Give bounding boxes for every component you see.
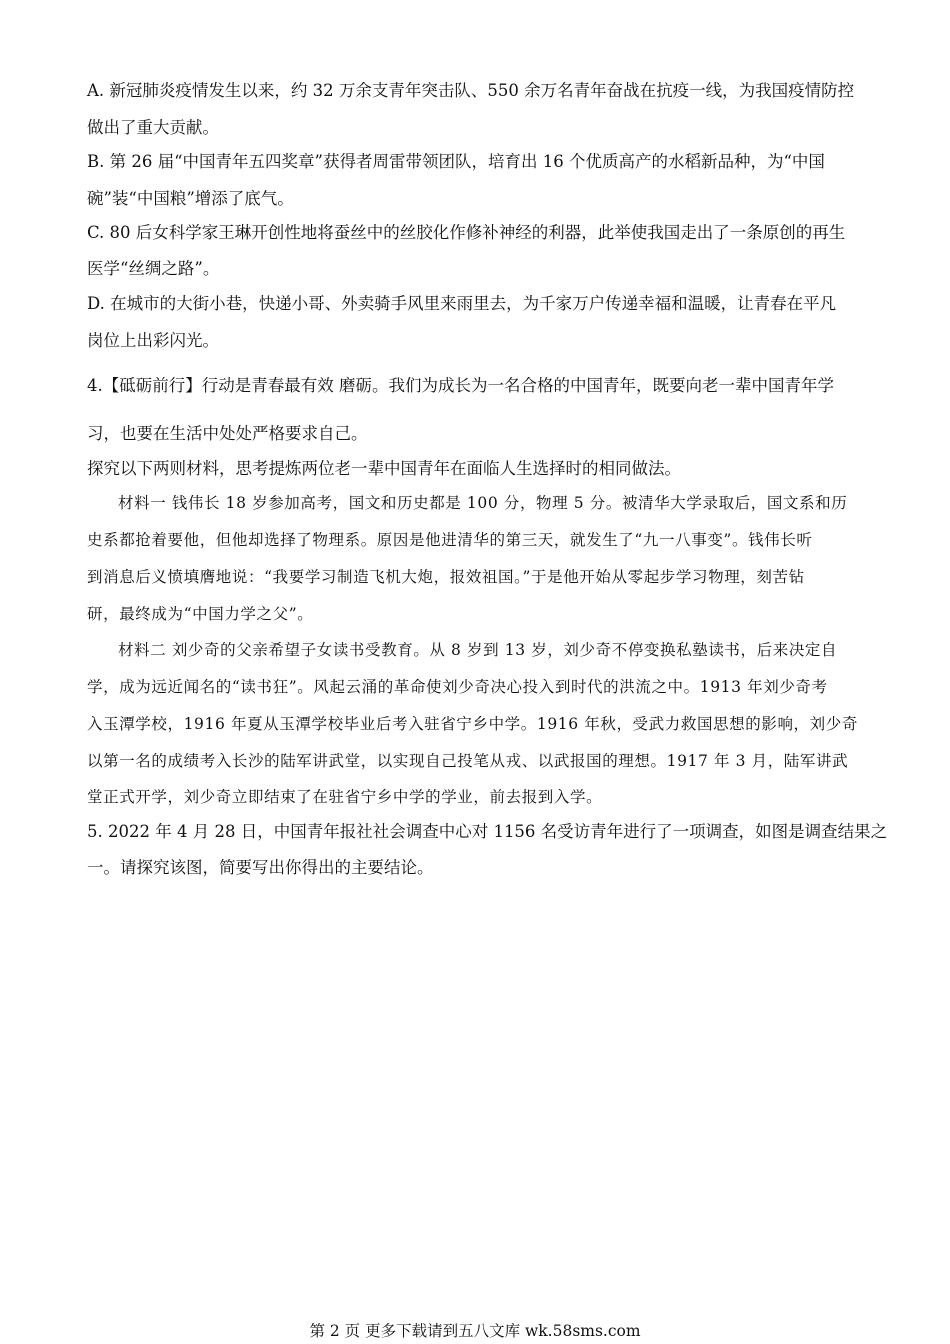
- option-d-line-1: D. 在城市的大街小巷，快递小哥、外卖骑手风里来雨里去，为千家万户传递幸福和温暖，让青春在平凡: [87, 294, 837, 313]
- material-two-line: 材料二 刘少奇的父亲希望子女读书受教育。从 8 岁到 13 岁，刘少奇不停变换私塾读书，后来决定自: [118, 641, 838, 659]
- question-4-line-1: 4.【砥砺前行】行动是青春最有效 磨砺。我们为成长为一名合格的中国青年，既要向老一辈中国青年学: [87, 376, 834, 395]
- question-5-line-2: 一。请探究该图，简要写出你得出的主要结论。: [87, 858, 434, 877]
- option-d-line-2: 岗位上出彩闪光。: [87, 331, 219, 350]
- material-two-line: 入玉潭学校，1916 年夏从玉潭学校毕业后考入驻省宁乡中学。1916 年秋，受武力救国思想的影响，刘少奇: [87, 715, 858, 733]
- question-4-line-2: 习，也要在生活中处处严格要求自己。: [87, 424, 368, 443]
- material-two-line: 以第一名的成绩考入长沙的陆军讲武堂，以实现自己投笔从戎、以武报国的理想。1917 年 3 月，陆军讲武: [87, 752, 849, 770]
- question-5-line-1: 5. 2022 年 4 月 28 日，中国青年报社社会调查中心对 1156 名受访青年进行了一项调查，如图是调查结果之: [87, 822, 888, 841]
- material-two-line: 堂正式开学，刘少奇立即结束了在驻省宁乡中学的学业，前去报到入学。: [87, 788, 603, 806]
- page-footer: 第 2 页 更多下载请到五八文库 wk.58sms.com: [309, 1322, 641, 1340]
- option-c-line-2: 医学“丝绸之路”。: [87, 259, 220, 278]
- material-one-line: 史系都抢着要他，但他却选择了物理系。原因是他进清华的第三天，就发生了“九一八事变”。钱伟长听: [87, 531, 813, 549]
- material-one-line: 材料一 钱伟长 18 岁参加高考，国文和历史都是 100 分，物理 5 分。被清华大学录取后，国文系和历: [118, 494, 848, 512]
- option-b-line-2: 碗”装“中国粮”增添了底气。: [87, 189, 294, 208]
- question-4-prompt: 探究以下两则材料，思考提炼两位老一辈中国青年在面临人生选择时的相同做法。: [87, 459, 681, 478]
- material-one-line: 研，最终成为“中国力学之父”。: [87, 605, 314, 623]
- material-two-line: 学，成为远近闻名的“读书狂”。风起云涌的革命使刘少奇决心投入到时代的洪流之中。1913 年刘少奇考: [87, 678, 828, 696]
- material-one-line: 到消息后义愤填膺地说：“我要学习制造飞机大炮，报效祖国。”于是他开始从零起步学习物理，刻苦钻: [87, 568, 805, 586]
- option-a-line-2: 做出了重大贡献。: [87, 118, 219, 137]
- option-c-line-1: C. 80 后女科学家王琳开创性地将蚕丝中的丝胶化作修补神经的利器，此举使我国走出了一条原创的再生: [87, 223, 846, 242]
- option-a-line-1: A. 新冠肺炎疫情发生以来，约 32 万余支青年突击队、550 余万名青年奋战在抗疫一线，为我国疫情防控: [87, 81, 855, 100]
- option-b-line-1: B. 第 26 届“中国青年五四奖章”获得者周雷带领团队，培育出 16 个优质高产的水稻新品种，为“中国: [87, 152, 825, 171]
